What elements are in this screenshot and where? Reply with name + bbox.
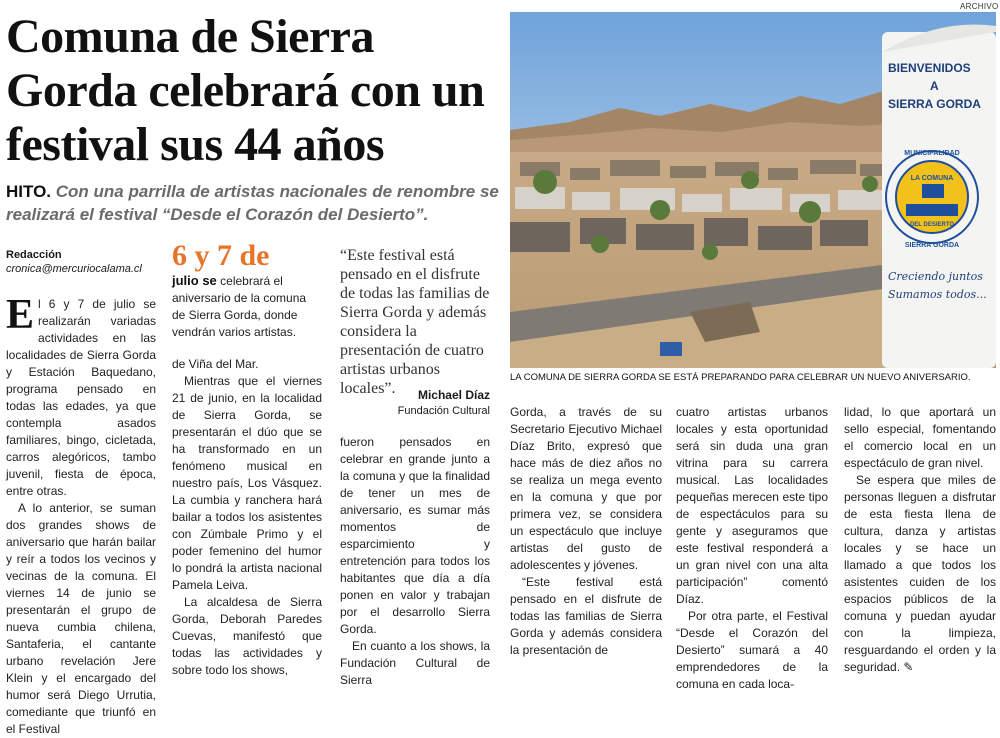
quote-author: Michael Díaz xyxy=(417,388,490,402)
byline-name: Redacción xyxy=(6,249,62,261)
paragraph: En cuanto a los shows, la Fundación Cultural de Sierra xyxy=(340,639,490,687)
sign-text-3: SIERRA GORDA xyxy=(888,97,981,111)
byline-email: cronica@mercuriocalama.cl xyxy=(6,263,142,275)
paragraph: A lo anterior, se suman dos grandes shows de aniversario que harán bailar y reír a todos los vecinos y vecinas de la comuna. El viernes 14 de junio se presentarán el grupo de nueva cumbia chilena, Santaferia, el cantante urbano revelación Jere Klein y el encargado del humor será Diego Urrutia, comediante que triunfó en el Festival xyxy=(6,501,156,736)
photo-caption: LA COMUNA DE SIERRA GORDA SE ESTÁ PREPARANDO PARA CELEBRAR UN NUEVO ANIVERSARIO. xyxy=(510,372,971,383)
slogan-line-2: Sumamos todos... xyxy=(888,288,987,301)
highlight-lead: julio se xyxy=(172,273,217,288)
photo-credit: ARCHIVO xyxy=(960,2,999,11)
body-column-6 xyxy=(844,404,996,676)
body-column-4 xyxy=(510,404,662,659)
paragraph: fueron pensados en celebrar en grande junto a la comuna y que la finalidad de tener un mes de aniversario, es sumar más momentos de esparcimiento y entretención para todos los habitantes que día a día ponen en valor y trabajan por el desarrollo Sierra Gorda. xyxy=(340,435,490,636)
photo-illustration xyxy=(510,12,996,368)
deck-text: Con una parrilla de artistas nacionales de renombre se realizará el festival “Desde el Corazón del Desierto”. xyxy=(6,182,499,224)
seal-mid-2: DEL DESIERTO xyxy=(909,222,955,228)
quote-role: Fundación Cultural xyxy=(397,405,490,417)
sign-text-1: BIENVENIDOS xyxy=(888,61,971,75)
body-column-3 xyxy=(340,434,490,689)
highlight-date: 6 y 7 de xyxy=(172,239,270,272)
paragraph: de Viña del Mar. xyxy=(172,357,259,371)
dropcap: E xyxy=(6,292,35,338)
body-column-5 xyxy=(676,404,828,693)
seal-top: MUNICIPALIDAD xyxy=(904,150,960,157)
pull-quote: “Este festival está pensado en el disfrute de todas las familias de Sierra Gorda y además considera la presentación de cuatro artistas urbanos locales”. xyxy=(340,247,490,397)
byline xyxy=(6,248,166,276)
sign-text-2: A xyxy=(930,79,939,93)
deck xyxy=(6,180,501,226)
body-column-2 xyxy=(172,356,322,679)
body-column-1 xyxy=(6,292,156,738)
deck-kicker: HITO. xyxy=(6,182,52,201)
highlight-text: celebrará el aniversario de la comuna de Sierra Gorda, donde vendrán varios artistas. xyxy=(172,274,307,339)
paragraph: lidad, lo que aportará un sello especial, fomentando el comercio local en un espectáculo de gran nivel. xyxy=(844,405,996,470)
paragraph: Gorda, a través de su Secretario Ejecutivo Michael Díaz Brito, expresó que hace más de diez años no se realiza un mega evento en la comuna y que por primera vez, se considera un espectáculo que incluye artistas del gusto de adolescentes y jóvenes. xyxy=(510,405,662,572)
paragraph: Por otra parte, el Festival “Desde el Corazón del Desierto” sumará a 40 emprendedores de la comuna en cada loca- xyxy=(676,609,828,691)
paragraph: La alcaldesa de Sierra Gorda, Deborah Paredes Cuevas, manifestó que todas las actividades y sobre todo los shows, xyxy=(172,595,322,677)
paragraph: Se espera que miles de personas lleguen a disfrutar de esta fiesta llena de cultura, danza y artistas locales y se hace un llamado a que todos los asistentes cuiden de los espacios públicos de la comuna y puedan ayudar con la limpieza, resguardando el orden y la seguridad. ✎ xyxy=(844,473,996,674)
seal-mid-1: LA COMUNA xyxy=(910,175,954,182)
seal-bottom: SIERRA GORDA xyxy=(904,242,960,249)
article-photo xyxy=(510,12,996,368)
slogan-line-1: Creciendo juntos xyxy=(888,270,983,283)
paragraph: Mientras que el viernes 21 de junio, en la localidad de Sierra Gorda, se presentarán el dúo que se ha transformado en un fenómeno musical en nuestro país, Los Vásquez. La cumbia y ranchera hará bailar a todos los asistentes con Zúmbale Primo y el poder femenino del humor lo pondrá la artista nacional Pamela Leiva. xyxy=(172,374,322,592)
paragraph: “Este festival está pensado en el disfrute de todas las familias de Sierra Gorda y además considera la presentación de xyxy=(510,575,662,657)
headline: Comuna de Sierra Gorda celebrará con un festival sus 44 años xyxy=(6,10,485,171)
highlight-box xyxy=(172,272,322,341)
paragraph: cuatro artistas urbanos locales y esta oportunidad será sin duda una gran vitrina para su carrera musical. Las localidades pequeñas merecen este tipo de espectáculos para su gente y aseguramos que este festival responderá a un gran nivel con una alta participación” comentó Díaz. xyxy=(676,405,828,606)
paragraph: l 6 y 7 de julio se realizarán variadas actividades en las localidades de Sierra Gorda y Estación Baquedano, programa pensado en todas las edades, ya que contempla asados familiares, bingo, cicletada, carros alegóricos, tambo juvenil, fiesta de época, entre otras. xyxy=(6,297,156,498)
